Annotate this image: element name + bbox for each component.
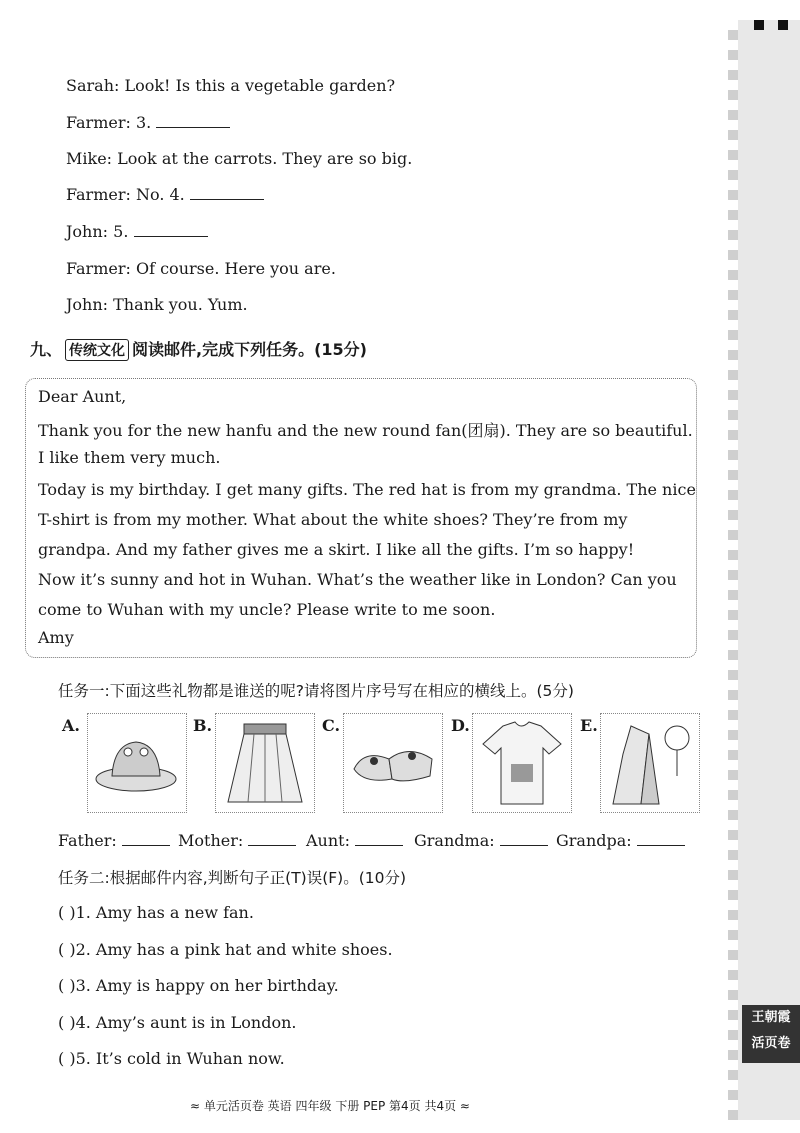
side-margin-strip xyxy=(728,20,800,1120)
letter-signature: Amy xyxy=(38,628,74,647)
judgement-item[interactable]: ( )5. It’s cold in Wuhan now. xyxy=(58,1049,285,1068)
culture-tag: 传统文化 xyxy=(65,339,129,361)
picture-label: D. xyxy=(451,716,470,735)
letter-line: Today is my birthday. I get many gifts. The red hat is from my grandma. The nice xyxy=(38,480,696,499)
task2-heading: 任务二:根据邮件内容,判断句子正(T)误(F)。(10分) xyxy=(58,869,407,887)
page-footer: ≈ 单元活页卷 英语 四年级 下册 PEP 第4页 共4页 ≈ xyxy=(190,1099,470,1113)
brand-logo: 王朝霞 活页卷 xyxy=(742,1005,800,1063)
answer-blank[interactable] xyxy=(637,831,685,846)
dialogue-line: Farmer: Of course. Here you are. xyxy=(66,259,336,278)
section-heading: 九、 传统文化 阅读邮件,完成下列任务。(15分) xyxy=(30,340,367,359)
picture-c xyxy=(343,713,443,813)
letter-line: grandpa. And my father gives me a skirt. I like all the gifts. I’m so happy! xyxy=(38,540,635,559)
answer-item: Grandpa: xyxy=(556,831,685,850)
dialogue-line: Mike: Look at the carrots. They are so big. xyxy=(66,149,413,168)
picture-label: A. xyxy=(62,716,80,735)
task1-heading: 任务一:下面这些礼物都是谁送的呢?请将图片序号写在相应的横线上。(5分) xyxy=(58,682,574,700)
letter-line: Now it’s sunny and hot in Wuhan. What’s the weather like in London? Can you xyxy=(38,570,677,589)
shoes-icon xyxy=(344,714,441,811)
corner-mark xyxy=(754,20,764,30)
dialogue-line: John: 5. xyxy=(66,222,208,241)
letter-line: Dear Aunt, xyxy=(38,387,127,406)
answer-item: Father: xyxy=(58,831,170,850)
picture-e xyxy=(600,713,700,813)
answer-blank[interactable] xyxy=(248,831,296,846)
answer-blank[interactable] xyxy=(134,222,208,237)
letter-line: Thank you for the new hanfu and the new round fan(团扇). They are so beautiful. xyxy=(38,421,693,440)
judgement-item[interactable]: ( )1. Amy has a new fan. xyxy=(58,903,254,922)
judgement-item[interactable]: ( )2. Amy has a pink hat and white shoes. xyxy=(58,940,393,959)
picture-label: C. xyxy=(322,716,341,735)
dialogue-line: John: Thank you. Yum. xyxy=(66,295,248,314)
dialogue-line: Sarah: Look! Is this a vegetable garden? xyxy=(66,76,396,95)
picture-d xyxy=(472,713,572,813)
corner-mark xyxy=(778,20,788,30)
answer-blank[interactable] xyxy=(190,185,264,200)
picture-label: E. xyxy=(580,716,598,735)
answer-blank[interactable] xyxy=(156,113,230,128)
letter-line: I like them very much. xyxy=(38,448,221,467)
letter-line: come to Wuhan with my uncle? Please write to me soon. xyxy=(38,600,496,619)
answer-item: Grandma: xyxy=(414,831,548,850)
picture-a xyxy=(87,713,187,813)
answer-item: Aunt: xyxy=(306,831,403,850)
picture-b xyxy=(215,713,315,813)
letter-line: T-shirt is from my mother. What about the white shoes? They’re from my xyxy=(38,510,628,529)
hat-icon xyxy=(88,714,185,811)
answer-blank[interactable] xyxy=(355,831,403,846)
skirt-icon xyxy=(216,714,313,811)
answer-item: Mother: xyxy=(178,831,296,850)
tshirt-icon xyxy=(473,714,570,811)
picture-label: B. xyxy=(193,716,213,735)
judgement-item[interactable]: ( )3. Amy is happy on her birthday. xyxy=(58,976,339,995)
dialogue-line: Farmer: No. 4. xyxy=(66,185,264,204)
answer-blank[interactable] xyxy=(122,831,170,846)
answer-blank[interactable] xyxy=(500,831,548,846)
judgement-item[interactable]: ( )4. Amy’s aunt is in London. xyxy=(58,1013,297,1032)
hanfu-fan-icon xyxy=(601,714,698,811)
wavy-edge xyxy=(728,20,738,1120)
dialogue-line: Farmer: 3. xyxy=(66,113,230,132)
